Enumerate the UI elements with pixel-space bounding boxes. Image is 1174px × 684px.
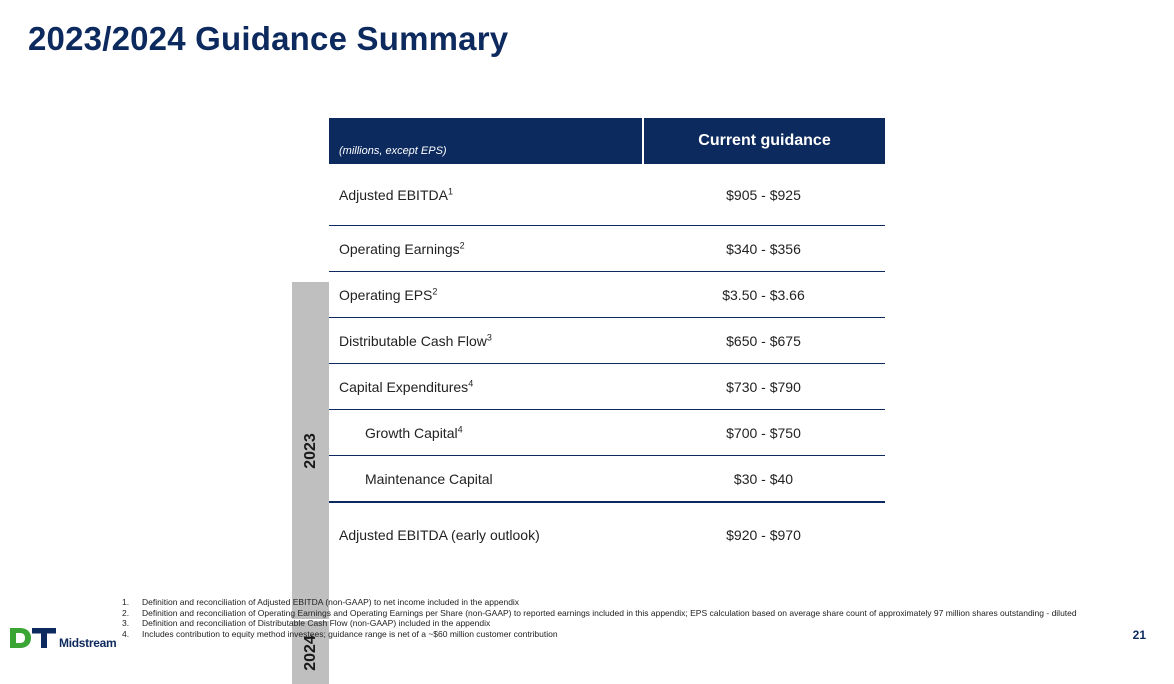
- row-label: Adjusted EBITDA (early outlook): [339, 526, 540, 543]
- row-label: Operating EPS$^2$: [339, 285, 438, 303]
- footnote-item: [122, 629, 1112, 640]
- row-value: $340 - $356: [726, 240, 801, 257]
- table-row: [329, 410, 885, 456]
- row-label: Maintenance Capital: [365, 470, 493, 487]
- table-row: [329, 226, 885, 272]
- row-value: $30 - $40: [733, 470, 794, 487]
- table-row: [329, 272, 885, 318]
- table-row: [329, 364, 885, 410]
- footnote-text: Definition and reconciliation of Adjusted EBITDA (non-GAAP) to net income included in the appendix: [142, 597, 520, 607]
- page-number: 21: [1132, 628, 1146, 642]
- row-label: Operating Earnings$^2$: [339, 239, 465, 257]
- slide-title: 2023/2024 Guidance Summary: [28, 20, 509, 57]
- footnote-number: 2.: [122, 607, 130, 618]
- current-guidance-header: Current guidance: [644, 118, 885, 164]
- footnote-ref: 4: [468, 377, 474, 388]
- year-2024-text: 2024: [301, 634, 319, 671]
- footnote-text: Definition and reconciliation of Distributable Cash Flow (non-GAAP) included in the appendix: [142, 618, 491, 629]
- table-row: [329, 318, 885, 364]
- row-label: Distributable Cash Flow$^3$: [339, 331, 492, 349]
- footnote-ref: 3: [486, 331, 492, 342]
- year-2023-text: 2023: [301, 432, 319, 469]
- footnote-item: [122, 618, 1112, 629]
- row-label: Capital Expenditures$^4$: [339, 377, 474, 395]
- dt-midstream-logo: [10, 624, 116, 650]
- footnote-number: 1.: [122, 597, 130, 607]
- table-row: [329, 164, 885, 226]
- units-header: (millions, except EPS): [329, 118, 642, 164]
- table-row: [329, 503, 885, 566]
- footnotes: [122, 597, 1112, 639]
- row-value: $730 - $790: [726, 378, 801, 395]
- row-value: $700 - $750: [726, 424, 801, 441]
- row-value: $3.50 - $3.66: [722, 286, 805, 303]
- row-value: $650 - $675: [726, 332, 801, 349]
- footnote-text: Definition and reconciliation of Operating Earnings and Operating Earnings per Share (non-GAAP) to reported earnings included in this appendix; EPS calculation based on average share count of approximately 97 million shares outstanding - diluted: [142, 607, 1077, 618]
- footnote-ref: 4: [457, 423, 463, 434]
- row-value: $905 - $925: [726, 186, 801, 203]
- footnote-text: Includes contribution to equity method investees; guidance range is net of a ~$60 million customer contribution: [142, 628, 558, 639]
- footnote-item: [122, 597, 1112, 608]
- table-body: [329, 164, 885, 566]
- footnote-ref: 2: [459, 239, 465, 250]
- year-label-2023: [292, 282, 329, 619]
- row-label: Adjusted EBITDA$^1$: [339, 185, 453, 203]
- logo-wordmark: Midstream: [59, 636, 117, 650]
- footnote-ref: 2: [432, 285, 438, 296]
- footnote-ref: 1: [447, 185, 453, 196]
- row-label: Growth Capital$^4$: [365, 423, 463, 441]
- row-value: $920 - $970: [726, 526, 801, 543]
- footnote-item: [122, 608, 1112, 619]
- table-row: [329, 456, 885, 503]
- footnote-number: 4.: [122, 628, 130, 639]
- dt-logo-mark-icon: [10, 626, 56, 650]
- table-header: [329, 118, 885, 164]
- footnote-number: 3.: [122, 618, 130, 629]
